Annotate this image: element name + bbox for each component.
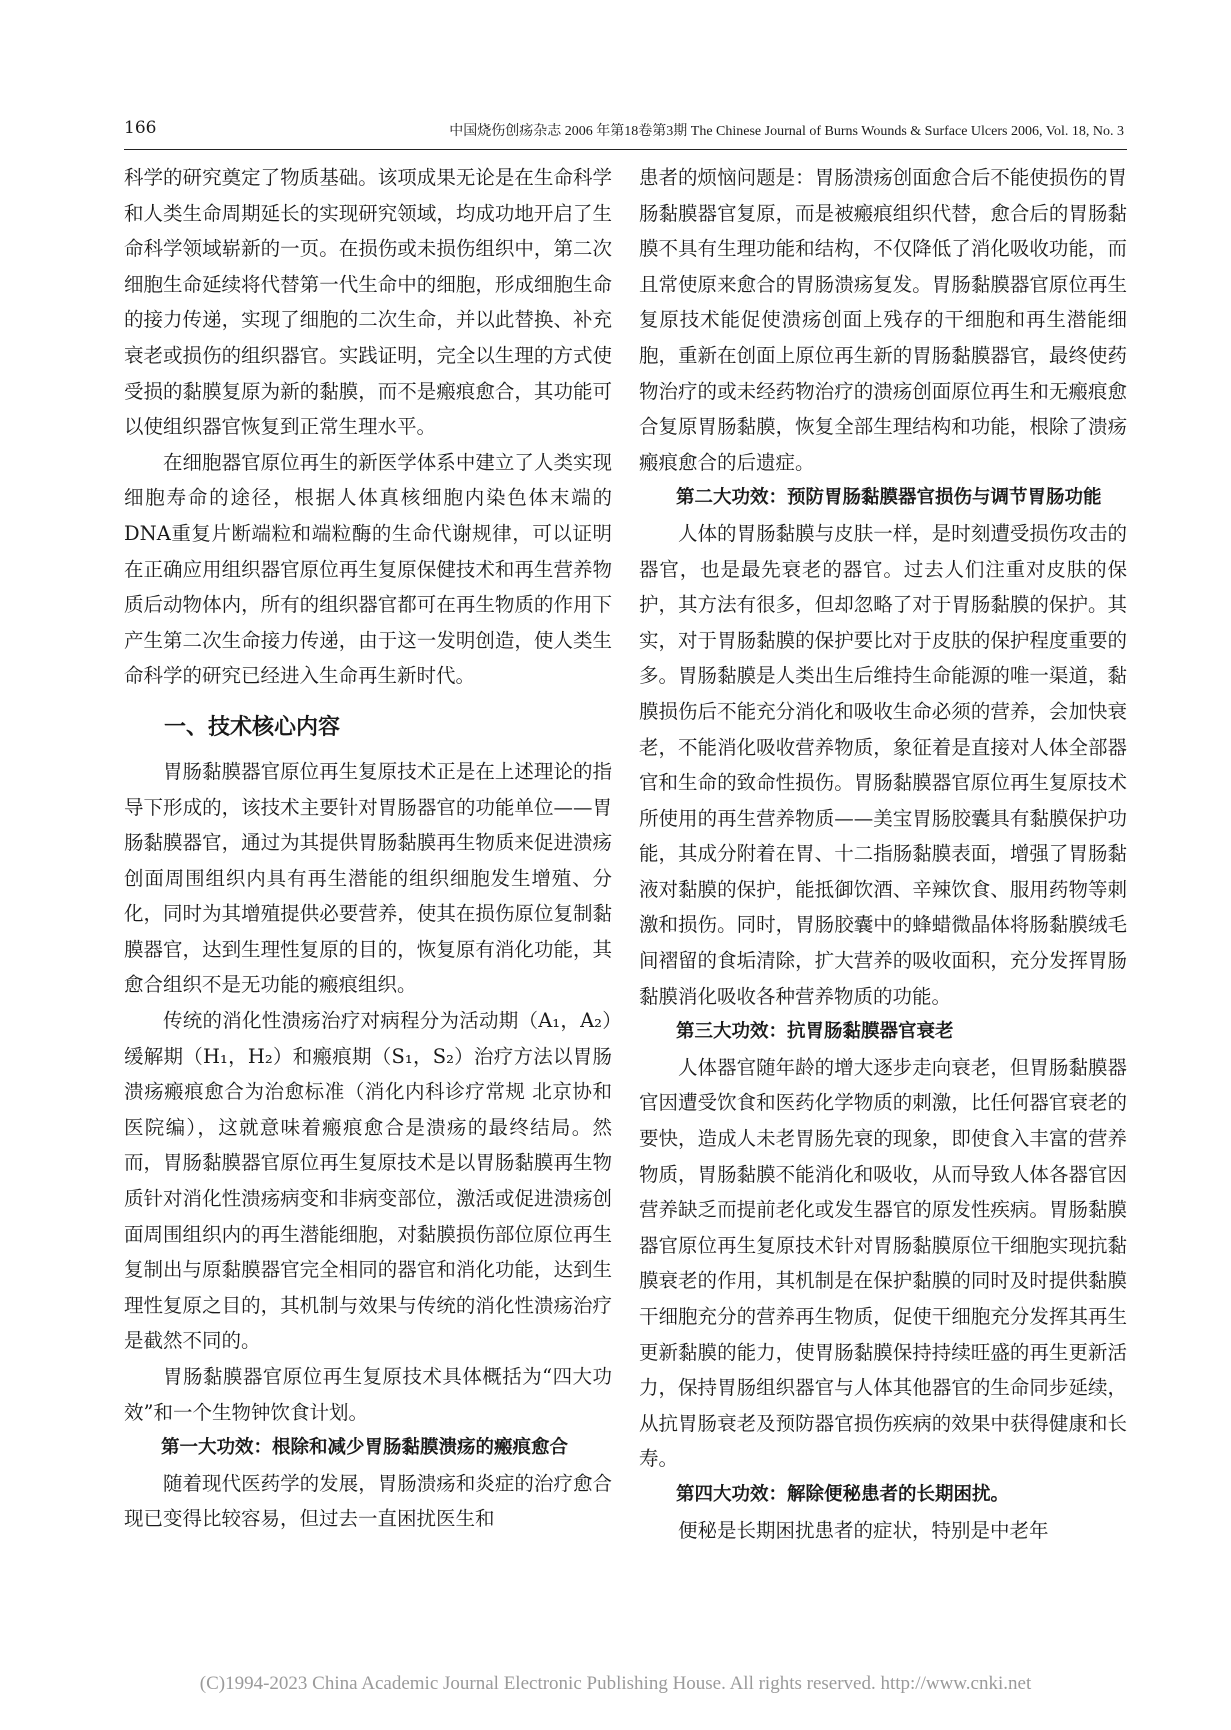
paragraph: 人体器官随年龄的增大逐步走向衰老，但胃肠黏膜器官因遭受饮食和医药化学物质的刺激，比任何器官衰老的要快，造成人未老胃肠先衰的现象，即使食入丰富的营养物质，胃肠黏膜不能消化和吸收，从而导致人体各器官因营养缺乏而提前老化或发生器官的原发性疾病。胃肠黏膜器官原位再生复原技术针对胃肠黏膜原位干细胞实现抗黏膜衰老的作用，其机制是在保护黏膜的同时及时提供黏膜干细胞充分的营养再生物质，促使干细胞充分发挥其再生更新黏膜的能力，使胃肠黏膜保持持续旺盛的再生更新活力，保持胃肠组织器官与人体其他器官的生命同步延续，从抗胃肠衰老及预防器官损伤疾病的效果中获得健康和长寿。 <box>639 1055 1127 1471</box>
subsection-heading: 第三大功效：抗胃肠黏膜器官衰老 <box>676 1021 954 1043</box>
copyright-footer: (C)1994-2023 China Academic Journal Electronic Publishing House. All rights reserved. http://www.cnki.net <box>199 1673 1032 1694</box>
right-column <box>639 160 1127 1548</box>
page-number: 166 <box>124 118 157 138</box>
paragraph: 传统的消化性溃疡治疗对病程分为活动期（A₁，A₂）缓解期（H₁，H₂）和瘢痕期（S₁，S₂）治疗方法以胃肠溃疡瘢痕愈合为治愈标准（消化内科诊疗常规 北京协和医院编），这就意味着瘢痕愈合是溃疡的最终结局。然而，胃肠黏膜器官原位再生复原技术是以胃肠黏膜再生物质针对消化性溃疡病变和非病变部位，激活或促进溃疡创面周围组织内的再生潜能细胞，对黏膜损伤部位原位再生复制出与原黏膜器官完全相同的器官和消化功能，达到生理性复原之目的，其机制与效果与传统的消化性溃疡治疗是截然不同的。 <box>124 1009 612 1353</box>
running-head: 中国烧伤创疡杂志 2006 年第18卷第3期 The Chinese Journal of Burns Wounds & Surface Ulcers 2006, Vol. 18, No. 3 <box>449 124 1124 139</box>
section-heading: 一、技术核心内容 <box>164 714 341 740</box>
paragraph: 患者的烦恼问题是：胃肠溃疡创面愈合后不能使损伤的胃肠黏膜器官复原，而是被瘢痕组织代替，愈合后的胃肠黏膜不具有生理功能和结构，不仅降低了消化吸收功能，而且常使原来愈合的胃肠溃疡复发。胃肠黏膜器官原位再生复原技术能促使溃疡创面上残存的干细胞和再生潜能细胞，重新在创面上原位再生新的胃肠黏膜器官，最终使药物治疗的或未经药物治疗的溃疡创面原位再生和无瘢痕愈合复原胃肠黏膜，恢复全部生理结构和功能，根除了溃疡瘢痕愈合的后遗症。 <box>639 166 1127 474</box>
paragraph: 科学的研究奠定了物质基础。该项成果无论是在生命科学和人类生命周期延长的实现研究领域，均成功地开启了生命科学领域崭新的一页。在损伤或未损伤组织中，第二次细胞生命延续将代替第一代生命中的细胞，形成细胞生命的接力传递，实现了细胞的二次生命，并以此替换、补充衰老或损伤的组织器官。实践证明，完全以生理的方式使受损的黏膜复原为新的黏膜，而不是瘢痕愈合，其功能可以使组织器官恢复到正常生理水平。 <box>124 166 612 439</box>
left-column <box>124 160 612 1537</box>
paragraph: 便秘是长期困扰患者的症状，特别是中老年 <box>678 1518 1049 1542</box>
page-header <box>124 118 1124 144</box>
subsection-heading: 第二大功效：预防胃肠黏膜器官损伤与调节胃肠功能 <box>676 487 1102 509</box>
header-rule <box>124 149 1127 150</box>
subsection-heading: 第四大功效：解除便秘患者的长期困扰。 <box>676 1483 1010 1505</box>
paragraph: 胃肠黏膜器官原位再生复原技术正是在上述理论的指导下形成的，该技术主要针对胃肠器官的功能单位——胃肠黏膜器官，通过为其提供胃肠黏膜再生物质来促进溃疡创面周围组织内具有再生潜能的组织细胞发生增殖、分化，同时为其增殖提供必要营养，使其在损伤原位复制黏膜器官，达到生理性复原的目的，恢复原有消化功能，其愈合组织不是无功能的瘢痕组织。 <box>124 759 612 997</box>
paragraph: 在细胞器官原位再生的新医学体系中建立了人类实现细胞寿命的途径，根据人体真核细胞内染色体末端的DNA重复片断端粒和端粒酶的生命代谢规律，可以证明在正确应用组织器官原位再生复原保健技术和再生营养物质后动物体内，所有的组织器官都可在再生物质的作用下产生第二次生命接力传递，由于这一发明创造，使人类生命科学的研究已经进入生命再生新时代。 <box>124 450 612 688</box>
paragraph: 胃肠黏膜器官原位再生复原技术具体概括为“四大功效”和一个生物钟饮食计划。 <box>124 1365 612 1424</box>
paragraph: 随着现代医药学的发展，胃肠溃疡和炎症的治疗愈合现已变得比较容易，但过去一直困扰医生和 <box>124 1471 612 1531</box>
paragraph: 人体的胃肠黏膜与皮肤一样，是时刻遭受损伤攻击的器官，也是最先衰老的器官。过去人们注重对皮肤的保护，其方法有很多，但却忽略了对于胃肠黏膜的保护。其实，对于胃肠黏膜的保护要比对于皮肤的保护程度重要的多。胃肠黏膜是人类出生后维持生命能源的唯一渠道，黏膜损伤后不能充分消化和吸收生命必须的营养，会加快衰老，不能消化吸收营养物质，象征着是直接对人体全部器官和生命的致命性损伤。胃肠黏膜器官原位再生复原技术所使用的再生营养物质——美宝胃肠胶囊具有黏膜保护功能，其成分附着在胃、十二指肠黏膜表面，增强了胃肠黏液对黏膜的保护，能抵御饮酒、辛辣饮食、服用药物等刺激和损伤。同时，胃肠胶囊中的蜂蜡微晶体将肠黏膜绒毛间褶留的食垢清除，扩大营养的吸收面积，充分发挥胃肠黏膜消化吸收各种营养物质的功能。 <box>639 521 1127 1008</box>
subsection-heading: 第一大功效：根除和减少胃肠黏膜溃疡的瘢痕愈合 <box>161 1437 569 1459</box>
